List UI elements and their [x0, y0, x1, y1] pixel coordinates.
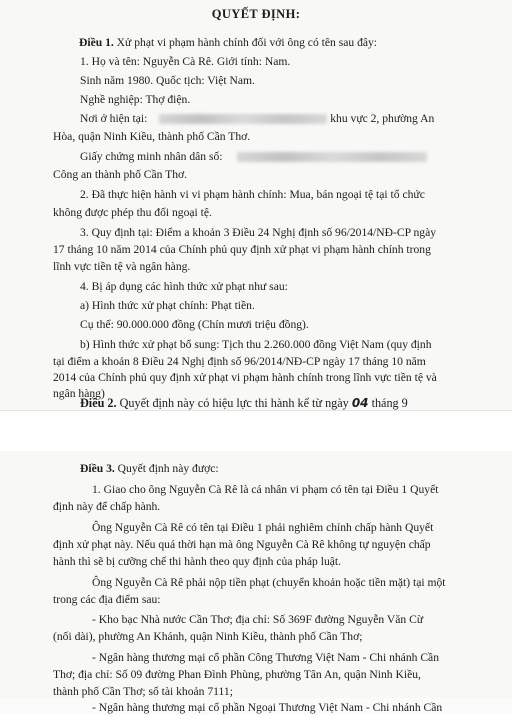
p3-line-1: Ông Nguyễn Cà Rê phải nộp tiền phạt (chuyển khoản hoặc tiền mặt) tại một: [92, 576, 446, 589]
item-4b-line-2: tại điểm a khoản 8 Điều 24 Nghị định số 96/2014/NĐ-CP ngày 17 tháng 10 năm: [53, 355, 426, 368]
redacted-id-number: [237, 152, 427, 162]
item-2-line-2: không được phép thu đổi ngoại tệ.: [53, 206, 212, 219]
bullet-2-line-3: thành phố Cần Thơ; số tài khoản 7111;: [53, 685, 233, 698]
article-2-text-a: Quyết định này có hiệu lực thi hành kể từ ngày: [116, 396, 352, 410]
id-prefix: Giấy chứng minh nhân dân số:: [80, 150, 223, 163]
id-line-1: [80, 150, 427, 164]
article-2-label: Điều 2.: [80, 396, 117, 410]
article-1-heading: [79, 36, 377, 50]
item-4b-line-4: ngân hàng): [53, 387, 105, 400]
bullet-2-line-1: - Ngân hàng thương mại cổ phần Công Thương Việt Nam - Chi nhánh Cần: [92, 651, 439, 664]
item-4a: a) Hình thức xử phạt chính: Phạt tiền.: [80, 299, 255, 312]
p2-line-1: Ông Nguyễn Cà Rê có tên tại Điều 1 phải nghiêm chỉnh chấp hành Quyết: [92, 521, 434, 534]
p1-line-2: định này để chấp hành.: [53, 500, 161, 513]
article-2-line-1: [80, 396, 408, 410]
item-3-line-2: 17 tháng 10 năm 2014 của Chính phủ quy định xử phạt vi phạm hành chính trong: [53, 243, 431, 256]
article-1-text: Xử phạt vi phạm hành chính đối với ông có tên sau đây:: [113, 36, 378, 49]
item-3-line-1: 3. Quy định tại: Điểm a khoản 3 Điều 24 Nghị định số 96/2014/NĐ-CP ngày: [80, 226, 437, 239]
article-3-text: Quyết định này được:: [114, 462, 219, 475]
p2-line-2: định xử phạt này. Nếu quá thời hạn mà ông Nguyễn Cà Rê không tự nguyện chấp: [53, 538, 431, 551]
bullet-2-line-2: Thơ; địa chỉ: Số 09 đường Phan Đình Phùng, phường Tân An, quận Ninh Kiều,: [53, 668, 421, 681]
p3-line-2: trong các địa điểm sau:: [53, 593, 161, 606]
item-3-line-3: lĩnh vực tiền tệ và ngân hàng.: [53, 260, 191, 273]
article-1-label: Điều 1.: [79, 36, 114, 49]
item-4: 4. Bị áp dụng các hình thức xử phạt như sau:: [80, 280, 288, 293]
document-page-2: [0, 451, 512, 714]
item-birth: Sinh năm 1980. Quốc tịch: Việt Nam.: [80, 74, 255, 87]
item-1-name: 1. Họ và tên: Nguyễn Cà Rê. Giới tính: Nam.: [80, 55, 291, 68]
item-4b-line-1: b) Hình thức xử phạt bổ sung: Tịch thu 2.260.000 đồng Việt Nam (quy định: [80, 338, 432, 351]
bullet-1-line-1: - Kho bạc Nhà nước Cần Thơ; địa chỉ: Số 369F đường Nguyễn Văn Cừ: [92, 613, 424, 626]
redacted-address: [159, 114, 327, 124]
article-2-text-b: tháng 9: [368, 396, 408, 410]
article-3-label: Điều 3.: [80, 462, 115, 475]
decision-title: QUYẾT ĐỊNH:: [211, 7, 301, 21]
bullet-3-line-1: - Ngân hàng thương mại cổ phần Ngoại Thương Việt Nam - Chi nhánh Cần: [92, 701, 443, 714]
effective-day-handwritten: 04: [351, 396, 369, 410]
item-2-line-1: 2. Đã thực hiện hành vi vi phạm hành chính: Mua, bán ngoại tệ tại tổ chức: [80, 188, 425, 201]
p2-line-3: hành thì sẽ bị cưỡng chế thi hành theo quy định của pháp luật.: [53, 555, 342, 568]
residence-suffix: khu vực 2, phường An: [327, 112, 435, 125]
article-3-heading: [80, 462, 219, 476]
residence-prefix: Nơi ở hiện tại:: [80, 112, 148, 125]
page-gap: [0, 411, 512, 451]
residence-line-1: [80, 112, 434, 126]
bullet-1-line-2: (nối dài), phường An Khánh, quận Ninh Kiều, thành phố Cần Thơ;: [53, 630, 363, 643]
item-4b-line-3: 2014 của Chính phủ quy định xử phạt vi phạm hành chính trong lĩnh vực tiền tệ và: [53, 371, 437, 384]
residence-line-2: Hòa, quận Ninh Kiều, thành phố Cần Thơ.: [53, 130, 251, 143]
item-4a-amount: Cụ thể: 90.000.000 đồng (Chín mươi triệu đồng).: [80, 318, 309, 331]
item-job: Nghề nghiệp: Thợ điện.: [80, 93, 191, 106]
id-line-2: Công an thành phố Cần Thơ.: [53, 168, 188, 181]
p1-line-1: 1. Giao cho ông Nguyễn Cà Rê là cá nhân vi phạm có tên tại Điều 1 Quyết: [92, 483, 439, 496]
